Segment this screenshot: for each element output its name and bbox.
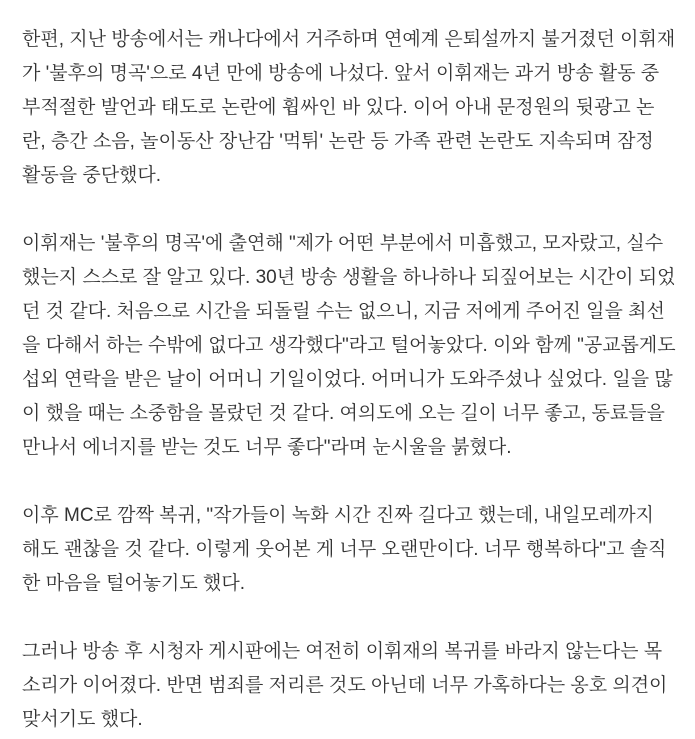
article-paragraph: 이후 MC로 깜짝 복귀, "작가들이 녹화 시간 진짜 길다고 했는데, 내일모레까지 해도 괜찮을 것 같다. 이렇게 웃어본 게 너무 오랜만이다. 너무 행복하다"고 솔직한 마음을 털어놓기도 했다. xyxy=(22,505,667,594)
article-paragraph: 이휘재는 '불후의 명곡'에 출연해 "제가 어떤 부분에서 미흡했고, 모자랐고, 실수했는지 스스로 잘 알고 있다. 30년 방송 생활을 하나하나 되짚어보는 시간이 되었던 것 같다. 처음으로 시간을 되돌릴 수는 없으니, 지금 저에게 주어진 일을 최선을 다해서 하는 수밖에 없다고 생각했다"라고 털어놓았다. 이와 함께 "공교롭게도 섭외 연락을 받은 날이 어머니 기일이었다. 어머니가 도와주셨나 싶었다. 일을 많이 했을 때는 소중함을 몰랐던 것 같다. 여의도에 오는 길이 너무 좋고, 동료들을 만나서 에너지를 받는 것도 너무 좋다"라며 눈시울을 붉혔다. xyxy=(22,233,676,458)
article-paragraph: 한편, 지난 방송에서는 캐나다에서 거주하며 연예계 은퇴설까지 불거졌던 이휘재가 '불후의 명곡'으로 4년 만에 방송에 나섰다. 앞서 이휘재는 과거 방송 활동 중 부적절한 발언과 태도로 논란에 휩싸인 바 있다. 이어 아내 문정원의 뒷광고 논란, 층간 소음, 놀이동산 장난감 '먹튀' 논란 등 가족 관련 논란도 지속되며 잠정 활동을 중단했다. xyxy=(22,29,676,186)
article-paragraph: 그러나 방송 후 시청자 게시판에는 여전히 이휘재의 복귀를 바라지 않는다는 목소리가 이어졌다. 반면 범죄를 저리른 것도 아닌데 너무 가혹하다는 옹호 의견이 맞서기도 했다. xyxy=(22,641,668,730)
